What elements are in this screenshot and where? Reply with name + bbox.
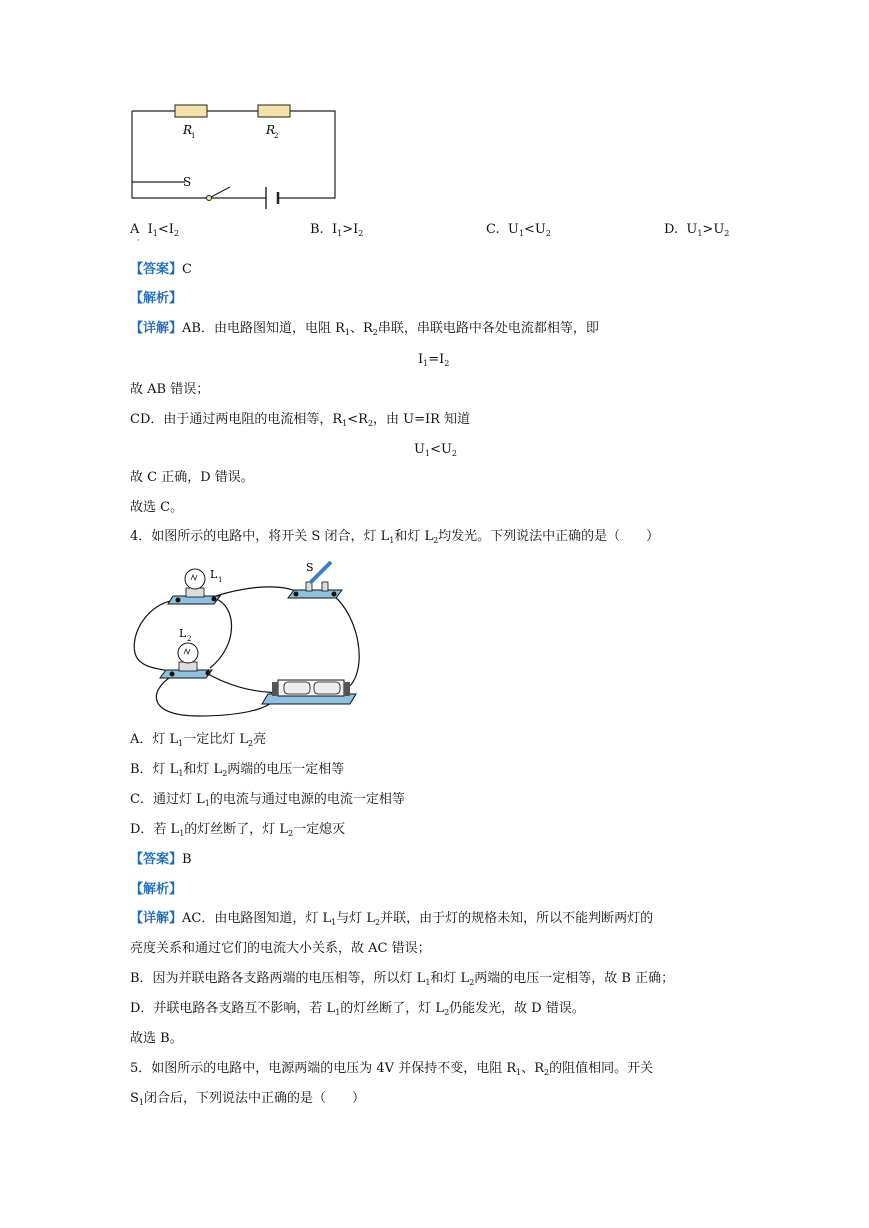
resistor-r2 — [258, 105, 290, 117]
switch-pivot — [207, 196, 212, 201]
switch-label-s: S — [306, 561, 314, 574]
option-a: A $I_1<I_2$ — [130, 222, 180, 238]
lamp-l2 — [160, 643, 212, 678]
q4-detail-line-4: D．并联电路各支路互不影响，若 $L_1$的灯丝断了，灯 $L_2$仍能发光，故 D 错误。 — [130, 1001, 585, 1017]
l1-label: L — [210, 568, 218, 581]
q5-stem-line-1: 5．如图所示的电路中，电源两端的电压为 4V 并保持不变，电阻 $R_1$、$R_2$的阻值相同。开关 — [130, 1061, 654, 1077]
switch-label: S — [183, 175, 192, 189]
q4-detail-line-2: 亮度关系和通过它们的电流大小关系，故 AC 错误； — [130, 941, 431, 956]
q4-option-a: A．灯 $L_1$一定比灯 $L_2$亮 — [130, 732, 267, 748]
r1-label: R — [183, 123, 193, 137]
q3-equation-1: $I_1=I_2$ — [418, 352, 450, 368]
option-d: D. $U_1>U_2$ — [664, 222, 730, 238]
knife-switch — [288, 562, 342, 598]
q3-equation-2: $U_1<U_2$ — [414, 442, 458, 458]
r2-sub: 2 — [274, 132, 279, 140]
q4-answer: 【答案】B — [130, 852, 192, 867]
resistor-r1 — [175, 105, 207, 117]
battery-holder — [262, 680, 356, 704]
q4-detail-line-3: B．因为并联电路各支路两端的电压相等，所以灯 $L_1$和灯 $L_2$两端的电压一定相等，故 B 正确； — [130, 971, 675, 987]
q4-detail-line-5: 故选 B。 — [130, 1031, 183, 1046]
q4-option-d: D．若 $L_1$的灯丝断了，灯 $L_2$一定熄灭 — [130, 822, 346, 838]
r1-sub: 1 — [191, 132, 196, 140]
r2-label: R — [266, 123, 276, 137]
option-c: C. $U_1<U_2$ — [486, 222, 551, 238]
l2-sub: 2 — [187, 635, 192, 643]
q3-detail-line-3: CD．由于通过两电阻的电流相等，$R_1<R_2$，由 U=IR 知道 — [130, 412, 471, 428]
stray-dot: · — [137, 236, 140, 245]
q4-option-b: B．灯 $L_1$和灯 $L_2$两端的电压一定相等 — [130, 762, 345, 778]
q4-detail-line-1: 【详解】AC．由电路图知道，灯 $L_1$与灯 $L_2$并联，由于灯的规格未知，所以不能判断两灯的 — [130, 911, 654, 927]
q3-detail-line-2: 故 AB 错误； — [130, 382, 210, 397]
q3-analysis-tag: 【解析】 — [130, 291, 183, 306]
q3-detail-line-4: 故 C 正确，D 错误。 — [130, 470, 254, 485]
q4-stem: 4．如图所示的电路中，将开关 S 闭合，灯 $L_1$和灯 $L_2$均发光。下列说法中正确的是（ ） — [130, 529, 660, 545]
q4-option-c: C．通过灯 $L_1$的电流与通过电源的电流一定相等 — [130, 792, 405, 808]
option-b: B. $I_1>I_2$ — [310, 222, 364, 238]
series-circuit-diagram — [125, 98, 345, 213]
q4-analysis-tag: 【解析】 — [130, 882, 183, 897]
q3-answer: 【答案】C — [130, 262, 192, 277]
q5-stem-line-2: $S_1$闭合后，下列说法中正确的是（ ） — [130, 1091, 366, 1107]
parallel-circuit-figure — [128, 556, 363, 721]
l2-label: L — [179, 627, 187, 640]
q3-detail-line-1: 【详解】AB．由电路图知道，电阻 $R_1$、$R_2$串联，串联电路中各处电流都相等，即 — [130, 321, 599, 337]
l1-sub: 1 — [218, 576, 223, 584]
q3-detail-line-5: 故选 C。 — [130, 500, 184, 515]
